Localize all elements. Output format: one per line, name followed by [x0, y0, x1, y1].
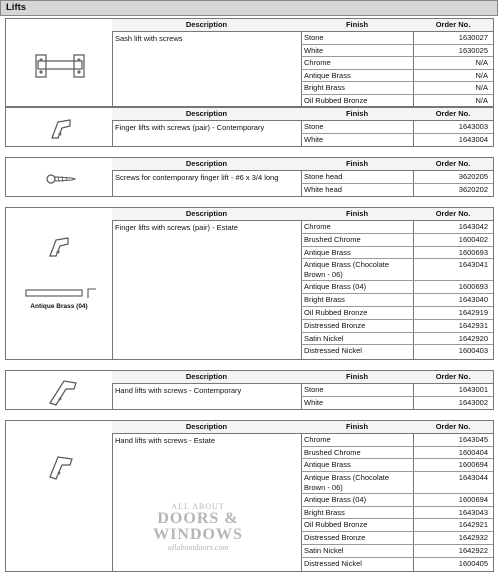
order-cell: N/A	[475, 95, 488, 105]
finish-cell: White	[301, 45, 413, 58]
order-header: Order No.	[413, 19, 493, 32]
order-cell: 1643042	[413, 221, 493, 234]
order-cell: 1600405	[458, 558, 488, 568]
order-cell: 1643041	[413, 259, 493, 281]
order-cell: 1642921	[413, 519, 493, 532]
finish-cell: Brushed Chrome	[301, 234, 413, 247]
screw-icon	[46, 170, 76, 188]
product-description: Hand lifts with screws - Estate	[115, 436, 216, 445]
product-image-cell	[6, 208, 113, 359]
watermark-line3: allaboutdoors.com	[167, 543, 229, 552]
description-header: Description	[112, 158, 301, 171]
order-cell: 1643040	[413, 294, 493, 307]
finish-cell: Antique Brass (04)	[301, 494, 413, 507]
order-cell: 1600403	[458, 346, 488, 356]
finish-cell: Oil Rubbed Bronze	[304, 95, 368, 105]
finish-header: Finish	[301, 371, 413, 384]
order-cell: 1600693	[413, 281, 493, 294]
order-cell: 1600694	[413, 494, 493, 507]
product-section-hand-lift-contemporary	[5, 370, 494, 410]
description-header: Description	[112, 421, 301, 434]
order-cell: 1643044	[413, 472, 493, 494]
finish-cell: Oil Rubbed Bronze	[301, 519, 413, 532]
order-cell: 1600693	[413, 247, 493, 260]
order-header: Order No.	[413, 208, 493, 221]
finish-cell: White head	[304, 185, 342, 194]
finish-cell: Antique Brass (Chocolate Brown - 06)	[301, 472, 413, 494]
order-cell: 1630027	[413, 32, 493, 45]
order-cell: 3620202	[458, 185, 488, 194]
finger-lift-bar-icon	[24, 286, 100, 300]
product-image-cell	[6, 421, 113, 571]
finish-cell: Chrome	[301, 221, 413, 234]
product-image-cell	[6, 158, 113, 196]
section-title-bar	[0, 0, 498, 16]
watermark-line2: DOORS & WINDOWS	[153, 510, 243, 543]
description-header: Description	[112, 108, 301, 121]
product-description: Sash lift with screws	[115, 34, 183, 43]
finish-cell: Distressed Nickel	[304, 558, 362, 568]
hand-lift-icon	[46, 453, 76, 481]
order-cell: 1600402	[413, 234, 493, 247]
finish-header: Finish	[301, 421, 413, 434]
finish-cell: Stone	[301, 32, 413, 45]
order-cell: 1642919	[413, 307, 493, 320]
order-cell: 1643001	[413, 384, 493, 397]
finish-header: Finish	[301, 208, 413, 221]
order-cell: 1600404	[413, 447, 493, 460]
finish-cell: White	[304, 398, 324, 407]
finish-cell: Antique Brass	[301, 459, 413, 472]
finish-header: Finish	[301, 158, 413, 171]
order-cell: 1642932	[413, 532, 493, 545]
order-header: Order No.	[413, 108, 493, 121]
finger-lift-icon	[48, 116, 74, 142]
finish-cell: Satin Nickel	[301, 333, 413, 346]
product-description: Finger lifts with screws (pair) - Estate	[115, 223, 238, 232]
finish-cell: Stone	[301, 121, 413, 134]
finish-header: Finish	[301, 19, 413, 32]
order-cell: 1643004	[458, 135, 488, 144]
watermark-line1: ALL ABOUT	[171, 502, 225, 511]
order-cell: 1642920	[413, 333, 493, 346]
product-description: Hand lifts with screws - Contemporary	[115, 386, 242, 395]
order-cell: 3620205	[413, 171, 493, 184]
finish-cell: Distressed Bronze	[301, 532, 413, 545]
finish-cell: Distressed Bronze	[301, 320, 413, 333]
order-cell: 1642931	[413, 320, 493, 333]
description-header: Description	[112, 371, 301, 384]
sash-lift-icon	[34, 51, 86, 85]
order-cell: N/A	[413, 82, 493, 95]
finish-cell: Antique Brass (Chocolate Brown - 06)	[301, 259, 413, 281]
finish-cell: Chrome	[301, 57, 413, 70]
product-description: Finger lifts with screws (pair) - Contemporary	[115, 123, 265, 132]
order-cell: 1600694	[413, 459, 493, 472]
watermark	[138, 502, 258, 552]
description-header: Description	[112, 19, 301, 32]
product-section-finger-lift-contemporary	[5, 107, 494, 147]
product-image-cell	[6, 108, 113, 146]
finish-cell: Brushed Chrome	[301, 447, 413, 460]
order-header: Order No.	[413, 371, 493, 384]
order-cell: 1630025	[413, 45, 493, 58]
finish-header: Finish	[301, 108, 413, 121]
finish-cell: Distressed Nickel	[304, 346, 362, 356]
finish-cell: Satin Nickel	[301, 545, 413, 558]
order-cell: 1642922	[413, 545, 493, 558]
order-cell: 1643002	[458, 398, 488, 407]
finish-cell: Bright Brass	[301, 507, 413, 520]
finish-cell: Stone	[301, 384, 413, 397]
finish-cell: Chrome	[301, 434, 413, 447]
order-cell: 1643043	[413, 507, 493, 520]
product-section-screws	[5, 157, 494, 197]
product-description: Screws for contemporary finger lift - #6 x 3/4 long	[115, 173, 279, 182]
order-cell: 1643003	[413, 121, 493, 134]
product-section-sash-lift	[5, 18, 494, 107]
product-section-finger-lift-estate	[5, 207, 494, 360]
order-cell: 1643045	[413, 434, 493, 447]
finish-cell: Oil Rubbed Bronze	[301, 307, 413, 320]
order-header: Order No.	[413, 158, 493, 171]
order-cell: N/A	[413, 70, 493, 83]
order-cell: N/A	[413, 57, 493, 70]
finish-cell: Bright Brass	[301, 294, 413, 307]
product-image-cell	[6, 19, 113, 106]
description-header: Description	[112, 208, 301, 221]
finger-lift-icon	[46, 234, 72, 260]
finish-cell: Antique Brass (04)	[301, 281, 413, 294]
finish-cell: Bright Brass	[301, 82, 413, 95]
finish-cell: White	[304, 135, 324, 144]
finish-cell: Antique Brass	[301, 70, 413, 83]
finish-cell: Antique Brass	[301, 247, 413, 260]
hand-lift-icon	[46, 377, 80, 407]
page-title: Lifts	[6, 2, 27, 13]
product-image-cell	[6, 371, 113, 409]
order-header: Order No.	[413, 421, 493, 434]
image-caption: Antique Brass (04)	[30, 303, 88, 310]
finish-cell: Stone head	[301, 171, 413, 184]
